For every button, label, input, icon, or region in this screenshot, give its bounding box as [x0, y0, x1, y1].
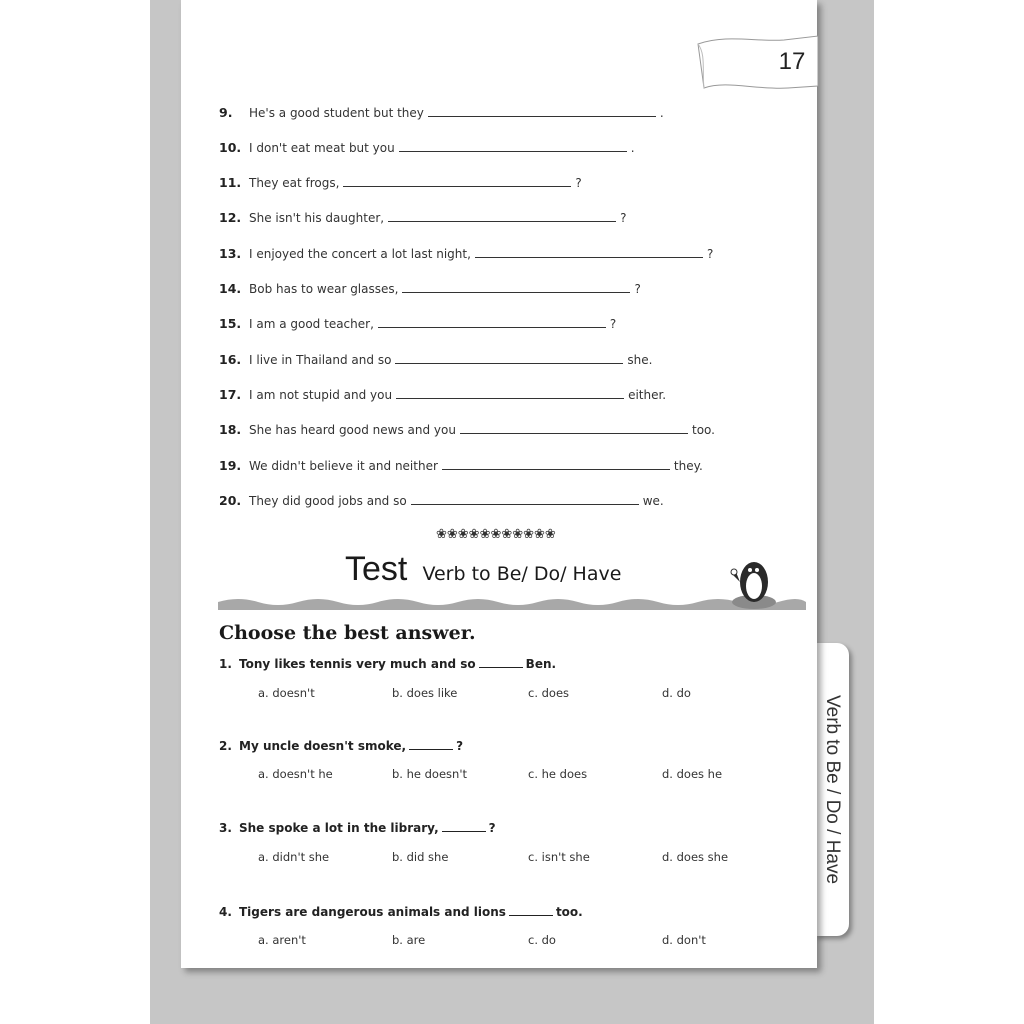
answer-blank[interactable] — [402, 291, 630, 293]
exercise-suffix: ? — [609, 317, 617, 331]
question-text: She spoke a lot in the library, — [239, 821, 439, 835]
question-number: 4. — [219, 905, 232, 919]
exercise-suffix: ? — [706, 247, 714, 261]
question-suffix: too. — [555, 905, 583, 919]
side-tab-label: Verb to Be / Do / Have — [822, 694, 843, 885]
exercise-prompt: She isn't his daughter, — [249, 211, 385, 225]
answer-option[interactable]: a. didn't she — [258, 850, 330, 864]
exercise-number: 20. — [219, 493, 242, 508]
exercise-prompt: We didn't believe it and neither — [249, 459, 438, 473]
answer-blank[interactable] — [378, 326, 606, 328]
exercise-item — [219, 135, 635, 155]
exercise-suffix: she. — [627, 353, 653, 367]
exercise-suffix: ? — [575, 176, 582, 190]
test-title-subtitle: Verb to Be/ Do/ Have — [422, 563, 622, 585]
exercise-number: 14. — [219, 281, 242, 296]
penguin-mascot-icon — [726, 552, 778, 610]
answer-option[interactable]: b. are — [392, 933, 426, 947]
answer-option[interactable]: d. does he — [662, 767, 723, 781]
exercise-number: 11. — [219, 175, 242, 190]
exercise-prompt: I live in Thailand and so — [249, 353, 392, 367]
question-suffix: ? — [488, 821, 496, 835]
answer-blank[interactable] — [428, 115, 656, 117]
exercise-suffix: either. — [628, 388, 667, 402]
page-number: 17 — [778, 48, 806, 75]
exercise-number: 18. — [219, 422, 242, 437]
exercise-item — [219, 311, 616, 331]
answer-blank[interactable] — [442, 468, 670, 470]
flower-divider: ❀❀❀❀❀❀❀❀❀❀❀ — [436, 527, 556, 542]
exercise-item — [219, 170, 582, 190]
exercise-number: 12. — [219, 210, 242, 225]
question-number: 2. — [219, 739, 232, 753]
exercise-suffix: . — [659, 106, 664, 120]
exercise-item — [219, 347, 652, 367]
answer-option[interactable]: c. does — [528, 686, 570, 700]
answer-blank[interactable] — [411, 503, 639, 505]
exercise-number: 16. — [219, 352, 242, 367]
exercise-item — [219, 417, 715, 437]
question-stem — [219, 657, 556, 671]
exercise-number: 17. — [219, 387, 242, 402]
question-stem — [219, 821, 496, 835]
exercise-item — [219, 488, 664, 508]
exercise-prompt: Bob has to wear glasses, — [249, 282, 399, 296]
answer-blank[interactable] — [343, 185, 571, 187]
exercise-suffix: they. — [673, 459, 703, 473]
answer-option[interactable]: d. don't — [662, 933, 706, 947]
question-text: My uncle doesn't smoke, — [239, 739, 407, 753]
test-title-word: Test — [345, 550, 408, 588]
test-title — [345, 550, 621, 589]
answer-blank[interactable] — [460, 432, 688, 434]
answer-option[interactable]: d. do — [662, 686, 691, 700]
exercise-item — [219, 241, 713, 261]
exercise-suffix: ? — [634, 282, 641, 296]
question-suffix: ? — [456, 739, 464, 753]
answer-blank[interactable] — [442, 830, 486, 832]
answer-option[interactable]: a. doesn't he — [258, 767, 333, 781]
answer-option[interactable]: b. he doesn't — [392, 767, 467, 781]
answer-option[interactable]: c. do — [528, 933, 556, 947]
question-number: 1. — [219, 657, 232, 671]
exercise-prompt: She has heard good news and you — [249, 423, 456, 437]
exercise-prompt: I am a good teacher, — [249, 317, 374, 331]
exercise-prompt: I am not stupid and you — [249, 388, 393, 402]
exercise-item — [219, 205, 626, 225]
exercise-number: 15. — [219, 316, 242, 331]
answer-option[interactable]: a. doesn't — [258, 686, 315, 700]
answer-option[interactable]: b. did she — [392, 850, 449, 864]
answer-blank[interactable] — [409, 748, 453, 750]
question-stem — [219, 905, 583, 919]
exercise-number: 19. — [219, 458, 242, 473]
exercise-prompt: They eat frogs, — [249, 176, 340, 190]
answer-blank[interactable] — [509, 914, 553, 916]
answer-blank[interactable] — [475, 256, 703, 258]
exercise-suffix: too. — [691, 423, 715, 437]
exercise-item — [219, 276, 641, 296]
exercise-number: 13. — [219, 246, 242, 261]
answer-option[interactable]: c. he does — [528, 767, 588, 781]
answer-blank[interactable] — [388, 220, 616, 222]
exercise-prompt: He's a good student but they — [249, 106, 424, 120]
exercise-suffix: . — [630, 141, 635, 155]
exercise-prompt: They did good jobs and so — [249, 494, 407, 508]
question-stem — [219, 739, 463, 753]
answer-option[interactable]: a. aren't — [258, 933, 306, 947]
answer-option[interactable]: c. isn't she — [528, 850, 590, 864]
exercise-item — [219, 382, 666, 402]
question-suffix: Ben. — [525, 657, 557, 671]
answer-option[interactable]: d. does she — [662, 850, 729, 864]
wave-divider — [218, 592, 806, 612]
exercise-item — [219, 453, 703, 473]
exercise-number: 9. — [219, 105, 233, 120]
answer-blank[interactable] — [479, 666, 523, 668]
exercise-suffix: we. — [642, 494, 664, 508]
question-text: Tony likes tennis very much and so — [239, 657, 476, 671]
question-number: 3. — [219, 821, 232, 835]
question-text: Tigers are dangerous animals and lions — [239, 905, 506, 919]
answer-blank[interactable] — [399, 150, 627, 152]
exercise-prompt: I enjoyed the concert a lot last night, — [249, 247, 471, 261]
answer-blank[interactable] — [396, 397, 624, 399]
section-heading: Choose the best answer. — [219, 622, 476, 644]
exercise-number: 10. — [219, 140, 242, 155]
answer-option[interactable]: b. does like — [392, 686, 458, 700]
exercise-suffix: ? — [620, 211, 627, 225]
exercise-prompt: I don't eat meat but you — [249, 141, 395, 155]
answer-blank[interactable] — [395, 362, 623, 364]
exercise-item — [219, 100, 664, 120]
side-tab-label-wrap — [815, 643, 849, 936]
